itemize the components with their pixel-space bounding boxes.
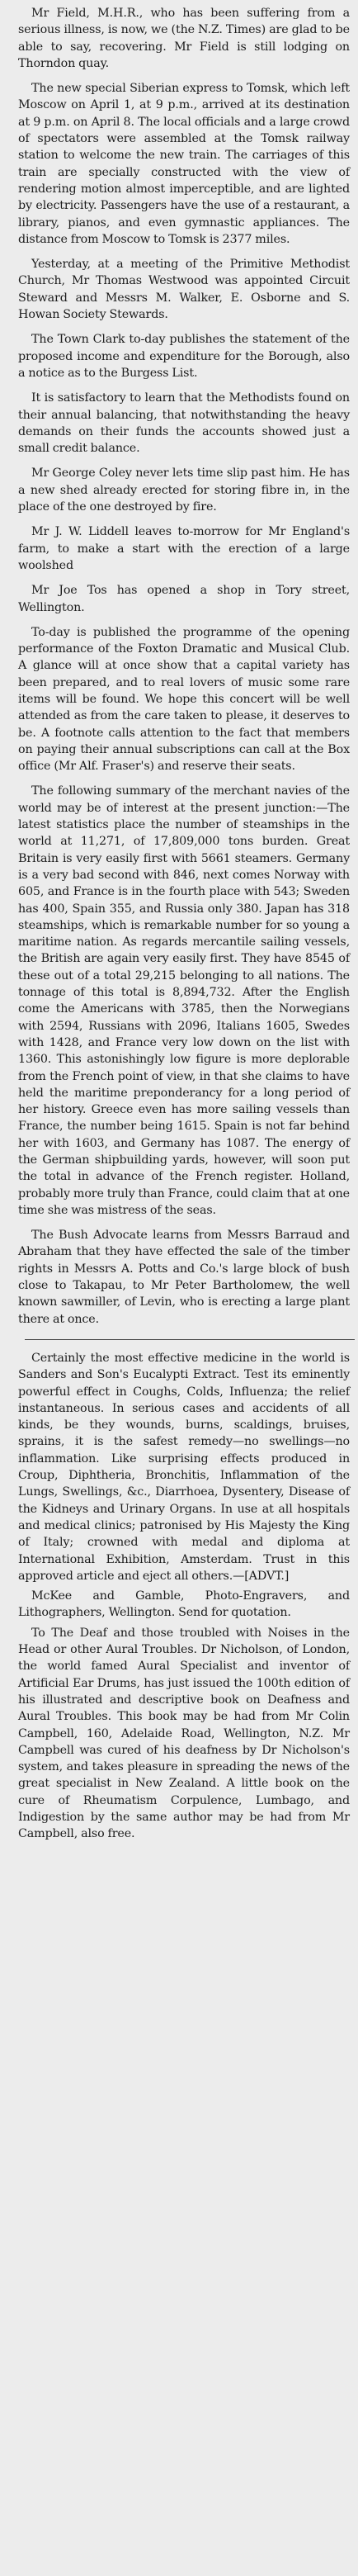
news-item-methodist-balance: It is satisfactory to learn that the Methodists found on their annual balancing, that notwithstanding the heavy demands on their funds the accounts showed just a small credit balance. xyxy=(18,391,350,456)
news-item-foxton-dramatic: To-day is published the programme of the opening performance of the Foxton Dramatic and Musical Club. A glance will at once show that a capital variety has been prepared, and to real lovers of music some rare items will be found. We hope this concert will be well attended as from the care taken to please, it deserves to be. A footnote calls attention to the fact that members on paying their annual subscriptions can call at the Box office (Mr Alf. Fraser's) and reserve their seats. xyxy=(18,625,350,774)
news-item-coley: Mr George Coley never lets time slip past him. He has a new shed already erected for storing fibre in, in the place of the one destroyed by fire. xyxy=(18,466,350,514)
news-item-liddell: Mr J. W. Liddell leaves to-morrow for Mr England's farm, to make a start with the erection of a large woolshed xyxy=(18,525,350,572)
advert-deafness: To The Deaf and those troubled with Noises in the Head or other Aural Troubles. Dr Nicholson, of London, the world famed Aural Specialist and inventor of Artificial Ear Drums, has just issued the 100th edition of his illustrated and descriptive book on Deafness and Aural Troubles. This book may be had from Mr Colin Campbell, 160, Adelaide Road, Wellington, N.Z. Mr Campbell was cured of his deafness by Dr Nicholson's system, and takes pleasure in spreading the news of the great specialist in New Zealand. A little book on the cure of Rheumatism Corpulence, Lumbago, and Indigestion by the same author may be had from Mr Campbell, also free. xyxy=(18,1626,350,1841)
advert-mckee-gamble: McKee and Gamble, Photo-Engravers, and Lithographers, Wellington. Send for quotation. xyxy=(18,1589,350,1620)
news-item-siberian-express: The new special Siberian express to Tomsk, which left Moscow on April 1, at 9 p.m., arrived at its destination at 9 p.m. on April 8. The local officials and a large crowd of spectators were assembled at the Tomsk railway station to welcome the new train. The carriages of this train are specially constructed with the view of rendering motion almost imperceptible, and are lighted by electricity. Passengers have the use of a restaurant, a library, pianos, and even gymnastic appliances. The distance from Moscow to Tomsk is 2377 miles. xyxy=(18,82,350,246)
column-divider xyxy=(25,1339,355,1340)
news-item-tos: Mr Joe Tos has opened a shop in Tory street, Wellington. xyxy=(18,584,350,614)
news-item-bush-advocate: The Bush Advocate learns from Messrs Barraud and Abraham that they have effected the sale of the timber rights in Messrs A. Potts and Co.'s large block of bush close to Takapau, to Mr Peter Bartholomew, the well known sawmiller, of Levin, who is erecting a large plant there at once. xyxy=(18,1229,350,1326)
news-item-town-clerk: The Town Clark to-day publishes the statement of the proposed income and expenditure for the Borough, also a notice as to the Burgess List. xyxy=(18,333,350,380)
news-item-field: Mr Field, M.H.R., who has been suffering from a serious illness, is now, we (the N.Z. Times) are glad to be able to say, recovering. Mr Field is still lodging on Thorndon quay. xyxy=(18,7,350,70)
advert-eucalypti-extract: Certainly the most effective medicine in the world is Sanders and Son's Eucalypti Extract. Test its eminently powerful effect in Coughs, Colds, Influenza; the relief instantaneous. In serious cases and accidents of all kinds, be they wounds, burns, scaldings, bruises, sprains, it is the safest remedy—no swellings—no inflammation. Like surprising effects produced in Croup, Diphtheria, Bronchitis, Inflammation of the Lungs, Swellings, &c., Diarrhoea, Dysentery, Disease of the Kidneys and Urinary Organs. In use at all hospitals and medical clinics; patronised by His Majesty the King of Italy; crowned with medal and diploma at International Exhibition, Amsterdam. Trust in this approved article and eject all others.—[ADVT.] xyxy=(18,1351,350,1583)
news-item-methodist-meeting: Yesterday, at a meeting of the Primitive Methodist Church, Mr Thomas Westwood was appointed Circuit Steward and Messrs M. Walker, E. Osborne and S. Howan Society Stewards. xyxy=(18,258,350,322)
news-item-merchant-navies: The following summary of the merchant navies of the world may be of interest at the present junction:—The latest statistics place the number of steamships in the world at 11,271, of 17,809,000 tons burden. Great Britain is very easily first with 5661 steamers. Germany is a very bad second with 846, next comes Norway with 605, and France is in the fourth place with 543; Sweden has 400, Spain 355, and Russia only 380. Japan has 318 steamships, which is remarkable number for so young a maritime nation. As regards mercantile sailing vessels, the British are again very easily first. They have 8545 of these out of a total 29,215 belonging to all nations. The tonnage of this total is 8,894,732. After the English come the Americans with 3785, then the Norwegians with 2594, Russians with 2096, Italians 1605, Swedes with 1428, and France very low down on the list with 1360. This astonishingly low figure is more deplorable from the French point of view, in that she claims to have held the maritime preponderancy for a long period of her history. Greece even has more sailing vessels than France, the number being 1615. Spain is not far behind her with 1603, and Germany has 1087. The energy of the German shipbuilding yards, however, will soon put the total in advance of the French register. Holland, probably more truly than France, could claim that at one time she was mistress of the seas. xyxy=(18,784,350,1217)
